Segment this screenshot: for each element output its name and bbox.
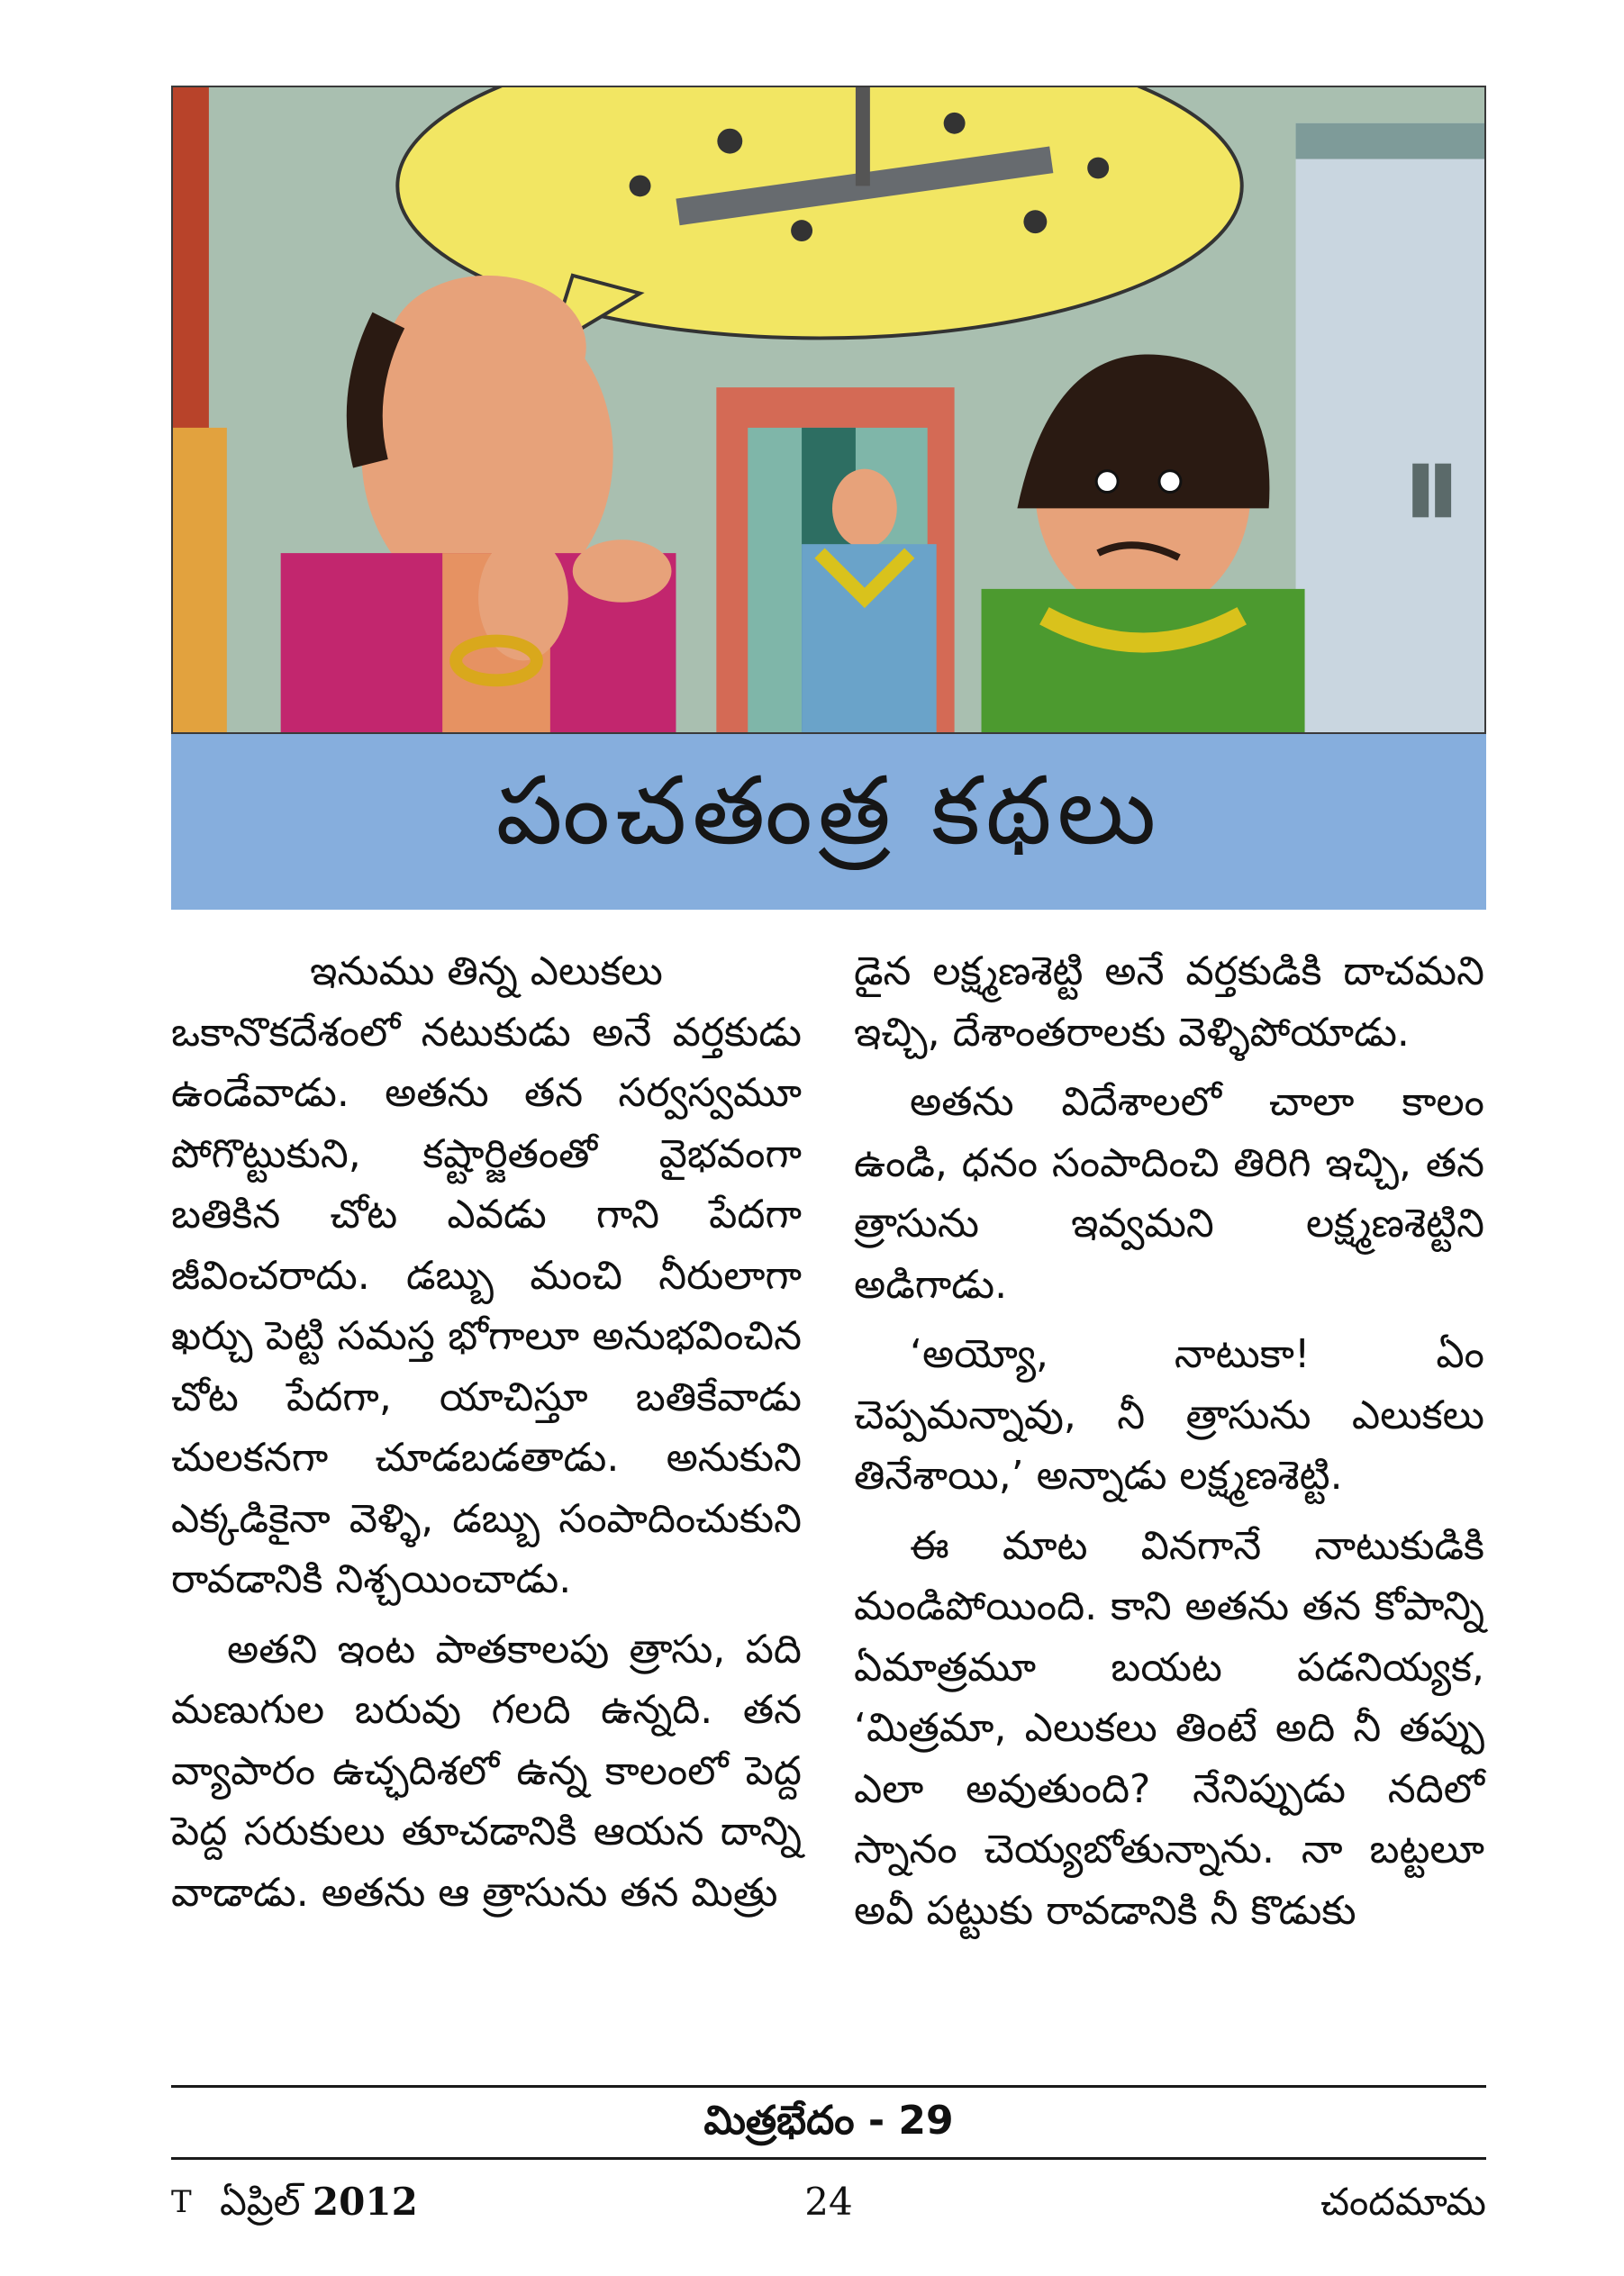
paragraph: అతని ఇంట పాతకాలపు త్రాసు, పది మణుగుల బరువు గలది ఉన్నది. తన వ్యాపారం ఉచ్ఛదిశలో ఉన్న కాలంలో పెద్ద పెద్ద సరుకులు తూచడానికి ఆయన దాన్ని వాడాడు. అతను ఆ త్రాసును తన మిత్రు bbox=[171, 1626, 802, 1916]
page-number: 24 bbox=[804, 2180, 853, 2224]
paragraph: అతను విదేశాలలో చాలా కాలం ఉండి, ధనం సంపాదించి తిరిగి ఇచ్చి, తన త్రాసును ఇవ్వమని లక్ష్మణశెట్టిని అడిగాడు. bbox=[854, 1079, 1484, 1308]
footer-year: 2012 bbox=[312, 2180, 418, 2224]
right-column bbox=[854, 941, 1484, 1941]
paragraph: ఈ మాట వినగానే నాటుకుడికి మండిపోయింది. కాని అతను తన కోపాన్ని ఏమాత్రమూ బయట పడనియ్యక, ‘మిత్రమా, ఎలుకలు తింటే అది నీ తప్పు ఎలా అవుతుంది? నేనిప్పుడు నదిలో స్నానం చెయ్యబోతున్నాను. నా బట్టలూ అవీ పట్టుకు రావడానికి నీ కొడుకు bbox=[854, 1522, 1484, 1934]
page-footer bbox=[171, 2171, 1486, 2234]
paragraph: ‘అయ్యో, నాటుకా! ఏం చెప్పమన్నావు, నీ త్రాసును ఎలుకలు తినేశాయి,’ అన్నాడు లక్ష్మణశెట్టి. bbox=[854, 1331, 1484, 1499]
story-title: ఇనుము తిన్న ఎలుకలు bbox=[310, 948, 663, 994]
magazine-name: చందమామ bbox=[1320, 2180, 1486, 2224]
title-banner bbox=[171, 734, 1486, 910]
banner-title: పంచతంత్ర కథలు bbox=[495, 755, 1162, 866]
story-illustration bbox=[171, 86, 1486, 734]
series-label: మిత్రభేదం - 29 bbox=[703, 2098, 954, 2144]
divider-top bbox=[171, 2085, 1486, 2088]
paragraph: డైన లక్ష్మణశెట్టి అనే వర్తకుడికి దాచమని ఇచ్చి, దేశాంతరాలకు వెళ్ళిపోయాడు. bbox=[854, 948, 1484, 1056]
left-column bbox=[171, 941, 802, 1923]
footer-mark: T bbox=[171, 2184, 192, 2220]
paragraph: ఒకానొకదేశంలో నటుకుడు అనే వర్తకుడు ఉండేవాడు. అతను తన సర్వస్వమూ పోగొట్టుకుని, కష్టార్జితంతో వైభవంగా బతికిన చోట ఎవడు గాని పేదగా జీవించరాదు. డబ్బు మంచి నీరులాగా ఖర్చు పెట్టి సమస్త భోగాలూ అనుభవించిన చోట పేదగా, యాచిస్తూ బతికేవాడు చులకనగా చూడబడతాడు. అనుకుని ఎక్కడికైనా వెళ్ళి, డబ్బు సంపాదించుకుని రావడానికి నిశ్చయించాడు. bbox=[171, 1009, 802, 1602]
merchants-scene-image bbox=[173, 87, 1484, 732]
divider-bottom bbox=[171, 2157, 1486, 2160]
footer-month: ఏప్రిల్ bbox=[220, 2180, 301, 2224]
